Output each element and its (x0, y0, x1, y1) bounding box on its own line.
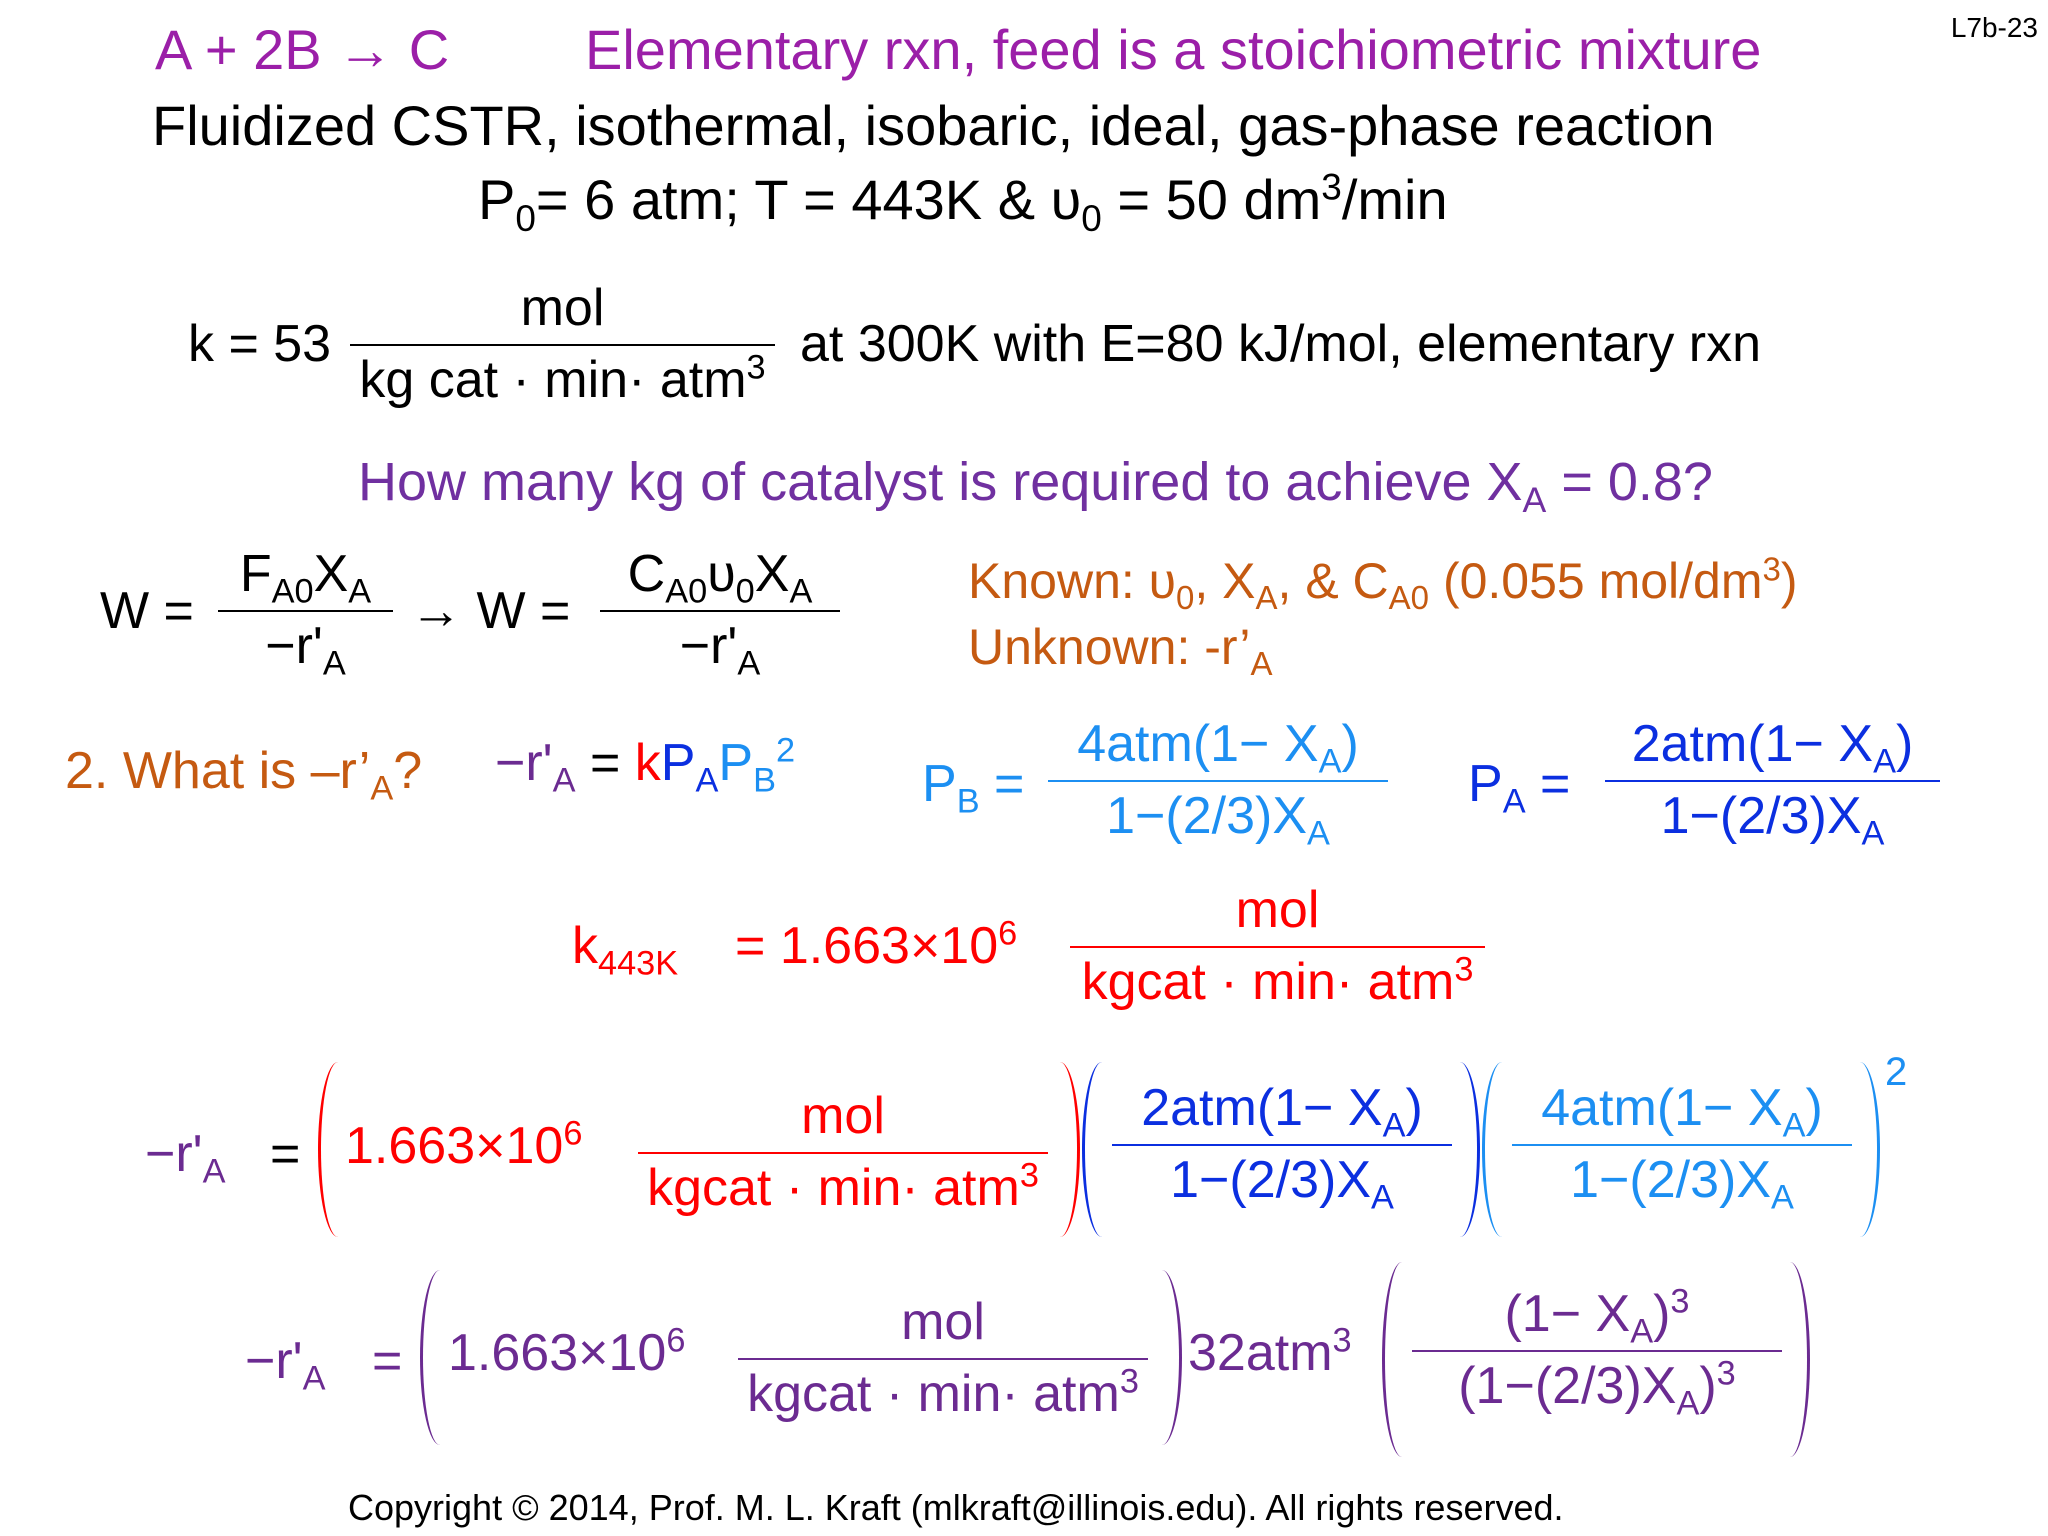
design-eq-frac2: $C_{A0}\upsilon_0X_A$ $-r'_A$ (600, 548, 840, 672)
design-eq-arrow-w2: → W = (410, 582, 571, 640)
rate1-f1: $2atm(1- X_A)$ $1-(2/3)X_A$ (1112, 1082, 1452, 1206)
rate1-f2: $4atm(1- X_A)$ $1-(2/3)X_A$ (1512, 1082, 1852, 1206)
reaction-equation: A + 2B → C (155, 18, 450, 81)
rate1-k: $1.663\times 10^6$ (345, 1114, 583, 1175)
copyright-footer: Copyright © 2014, Prof. M. L. Kraft (mlkraft@illinois.edu). All rights reserved. (348, 1487, 1564, 1528)
rate1-power: 2 (1885, 1050, 1908, 1094)
pa-fraction: $2atm(1- X_A)$ $1-(2/3)X_A$ (1605, 718, 1940, 842)
pb-label: $P_B$ = (922, 755, 1025, 821)
k443-label: $k_{443K}$ (572, 917, 679, 983)
reactor-description: Fluidized CSTR, isothermal, isobaric, ideal, gas-phase reaction (152, 94, 1715, 157)
k-units-fraction: mol kg cat · min· atm$^3$ (350, 282, 775, 406)
rate2-k: $1.663\times 10^6$ (448, 1321, 686, 1382)
k-condition: at 300K with E=80 kJ/mol, elementary rxn (800, 315, 1762, 373)
design-eq-w1: W = (100, 582, 194, 640)
slide-id: L7b-23 (1950, 12, 2038, 43)
pa-label: $P_A$ = (1468, 755, 1571, 821)
rate-law: $-r'_A = kP_AP_B^2$ (495, 731, 796, 800)
rate1-lhs: $-r'_A$ (145, 1125, 226, 1191)
rate2-fraction: $(1- X_A)^3$ $(1-(2/3)X_A)^3$ (1412, 1288, 1782, 1412)
question: How many kg of catalyst is required to achieve $X_A = 0.8$? (358, 452, 1713, 520)
k443-units: mol kgcat · min· atm$^3$ (1070, 884, 1485, 1008)
unknown-value: Unknown: $-r’_A$ (968, 619, 1273, 682)
rate1-k-units: mol kgcat · min· atm$^3$ (638, 1090, 1048, 1214)
rate2-f-close (1770, 1262, 1810, 1457)
rate2-k-units: mol kgcat · min· atm$^3$ (738, 1296, 1148, 1420)
rate2-lhs: $-r'_A$ (245, 1332, 326, 1398)
reaction-note: Elementary rxn, feed is a stoichiometric mixture (585, 18, 1762, 81)
k443-value: = $1.663\times 10^6$ (735, 914, 1018, 975)
known-values: Known: $\upsilon_0$, $X_A$, & $C_{A0}$ (0.055 mol/$dm^3$) (968, 550, 1798, 616)
pb-fraction: $4atm(1- X_A)$ $1-(2/3)X_A$ (1048, 718, 1388, 842)
rate2-eq: = (372, 1332, 403, 1390)
rate2-mid: 32atm$^3$ (1188, 1321, 1352, 1382)
step2-question: 2. What is $-r’_A$? (65, 742, 423, 808)
k-units-num: mol (520, 279, 605, 337)
k-units-den: kg cat · min· atm (359, 351, 747, 409)
rate1-eq: = (270, 1125, 301, 1183)
design-eq-frac1: $F_{A0}X_A$ $-r'_A$ (218, 548, 393, 672)
k-label: k = 53 (188, 315, 332, 373)
rate1-f2-close (1840, 1062, 1880, 1237)
rate1-f1-close (1440, 1062, 1480, 1237)
rate1-paren-close (1040, 1062, 1080, 1237)
rate2-paren-close (1142, 1270, 1182, 1445)
operating-conditions: $P_0= 6$ atm; T = 443K & $\upsilon_0 = 50$ $dm^3/\min$ (478, 166, 1448, 240)
